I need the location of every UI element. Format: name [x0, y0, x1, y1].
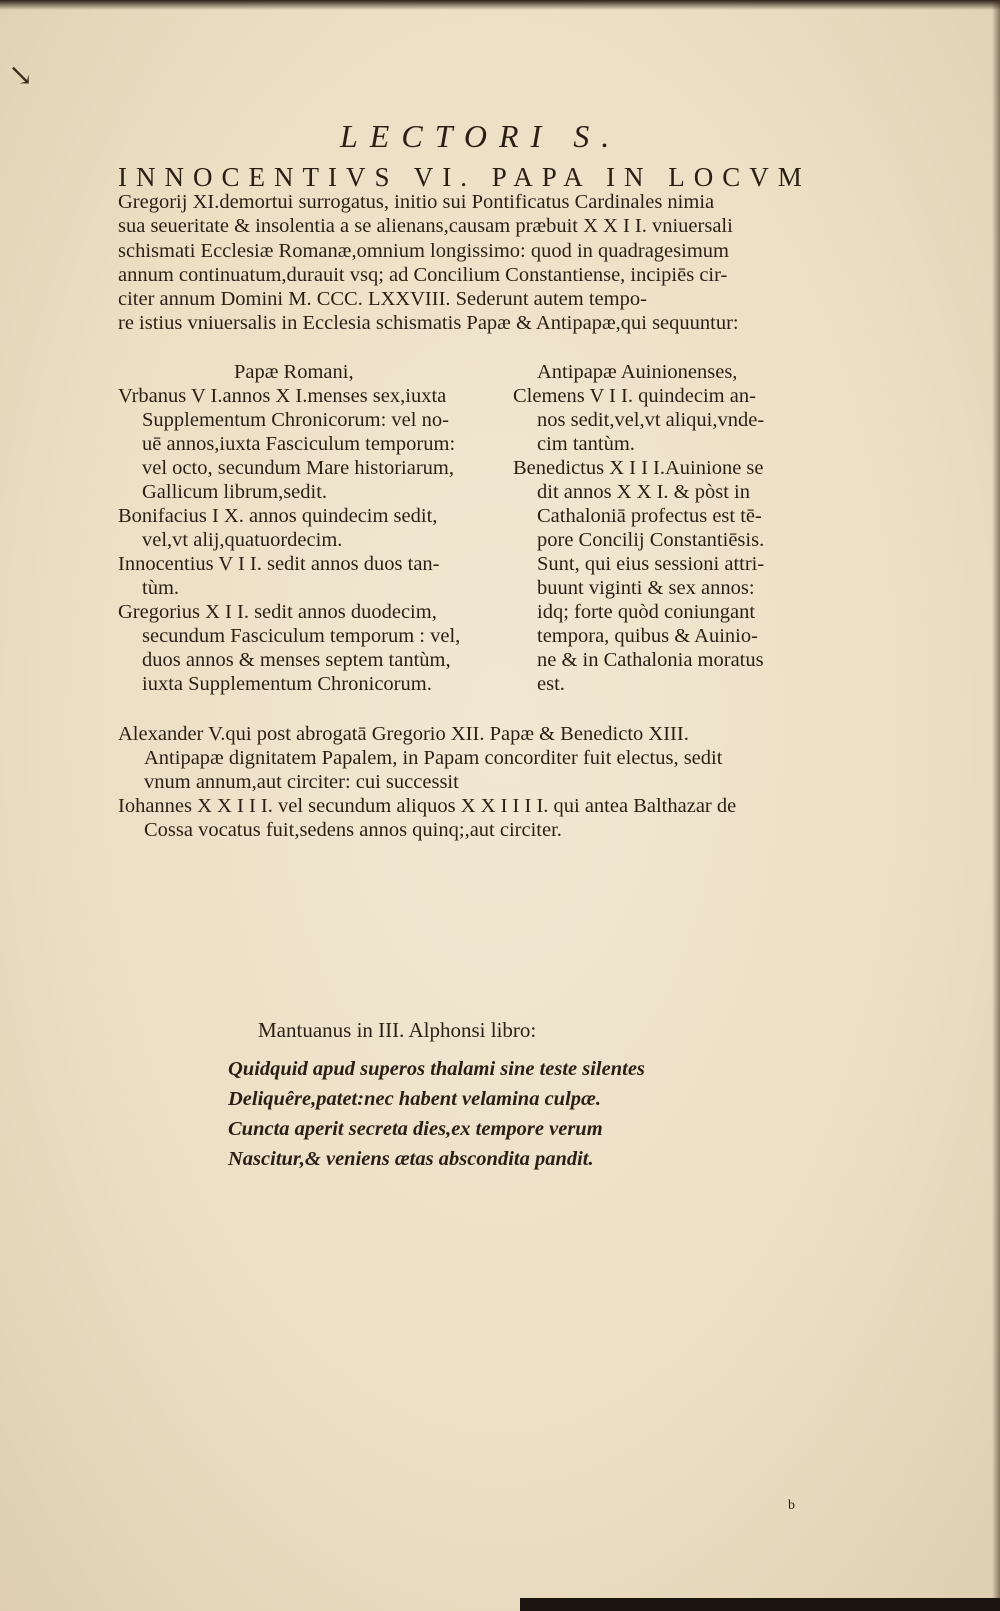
entry-line: Antipapæ dignitatem Papalem, in Papam concorditer fuit electus, sedit [144, 747, 723, 769]
antipapal-list-column [513, 360, 813, 696]
margin-mark-icon: ↘ [8, 59, 34, 92]
intro-line: re istius vniuersalis in Ecclesia schismatis Papæ & Antipapæ,qui sequuntur: [118, 312, 739, 335]
entry-line: vel,vt alij,quatuordecim. [142, 529, 343, 551]
list-entry [118, 384, 508, 504]
entry-first-line: Vrbanus V I.annos X I.menses sex,iuxta [118, 385, 447, 407]
entry-line: Cathaloniā profectus est tē- [537, 505, 762, 527]
entry-line: Gallicum librum,sedit. [142, 481, 328, 503]
verse-line: Deliquêre,patet:nec habent velamina culpæ. [228, 1088, 601, 1110]
list-entry [118, 504, 508, 552]
list-entry [118, 600, 508, 696]
entry-first-line: Alexander V.qui post abrogatā Gregorio XII. Papæ & Benedicto XIII. [118, 723, 689, 745]
entry-line: vel octo, secundum Mare historiarum, [142, 457, 454, 479]
entry-first-line: Bonifacius I X. annos quindecim sedit, [118, 505, 438, 527]
list-entry [513, 384, 813, 456]
page-bottom-edge [520, 1598, 1000, 1611]
intro-line: schismati Ecclesiæ Romanæ,omnium longissimo: quod in quadragesimum [118, 239, 729, 262]
entry-line: Cossa vocatus fuit,sedens annos quinq;,aut circiter. [144, 819, 562, 841]
entry-line: ne & in Cathalonia moratus [537, 649, 764, 671]
entry-line: cim tantùm. [537, 433, 635, 455]
entry-line: nos sedit,vel,vt aliqui,vnde- [537, 409, 765, 431]
quote-attribution: Mantuanus in III. Alphonsi libro: [258, 1018, 537, 1042]
entry-first-line: Clemens V I I. quindecim an- [513, 385, 756, 407]
page-heading: LECTORI S. [340, 118, 622, 154]
verse-line: Cuncta aperit secreta dies,ex tempore verum [228, 1118, 603, 1140]
column-heading: Antipapæ Auinionenses, [537, 361, 738, 383]
entry-line: est. [537, 673, 565, 695]
intro-line: citer annum Domini M. CCC. LXXVIII. Sederunt autem tempo- [118, 288, 647, 311]
entry-line: duos annos & menses septem tantùm, [142, 649, 451, 671]
page-top-shadow [0, 0, 1000, 10]
entry-line: tempora, quibus & Auinio- [537, 625, 758, 647]
entry-line: pore Concilij Constantiēsis. [537, 529, 765, 551]
entry-line: idq; forte quòd coniungant [537, 601, 756, 623]
entry-line: tùm. [142, 577, 180, 599]
entry-first-line: Gregorius X I I. sedit annos duodecim, [118, 601, 437, 623]
entry-line: dit annos X X I. & pòst in [537, 481, 750, 503]
verse-line: Nascitur,& veniens ætas abscondita pandit. [228, 1148, 594, 1170]
entry-line: secundum Fasciculum temporum : vel, [142, 625, 461, 647]
entry-line: uē annos,iuxta Fasciculum temporum: [142, 433, 456, 455]
latin-verse [228, 1054, 645, 1174]
column-heading: Papæ Romani, [234, 361, 354, 383]
entry-line: Supplementum Chronicorum: vel no- [142, 409, 449, 431]
entry-line: buunt viginti & sex annos: [537, 577, 755, 599]
intro-line: annum continuatum,durauit vsq; ad Concilium Constantiense, incipiēs cir- [118, 263, 728, 286]
alexander-paragraph [118, 722, 736, 842]
page-right-shadow [992, 0, 1000, 1611]
intro-paragraph [118, 190, 818, 336]
entry-line: iuxta Supplementum Chronicorum. [142, 673, 432, 695]
entry-first-line: Innocentius V I I. sedit annos duos tan- [118, 553, 440, 575]
entry-line: Sunt, qui eius sessioni attri- [537, 553, 765, 575]
entry-first-line: Iohannes X X I I I. vel secundum aliquos X X I I I I. qui antea Balthazar de [118, 795, 737, 817]
intro-line: Gregorij XI.demortui surrogatus, initio sui Pontificatus Cardinales nimia [118, 191, 715, 213]
list-entry [118, 552, 508, 600]
section-subheading: INNOCENTIVS VI. PAPA IN LOCVM [118, 162, 811, 192]
list-entry [513, 456, 813, 696]
verse-line: Quidquid apud superos thalami sine teste silentes [228, 1058, 645, 1080]
entry-line: vnum annum,aut circiter: cui successit [144, 771, 459, 793]
intro-line: sua seueritate & insolentia a se alienans,causam præbuit X X I I. vniuersali [118, 215, 733, 238]
papal-list-column [118, 360, 508, 696]
entry-first-line: Benedictus X I I I.Auinione se [513, 457, 764, 479]
signature-mark: b [788, 1498, 795, 1513]
